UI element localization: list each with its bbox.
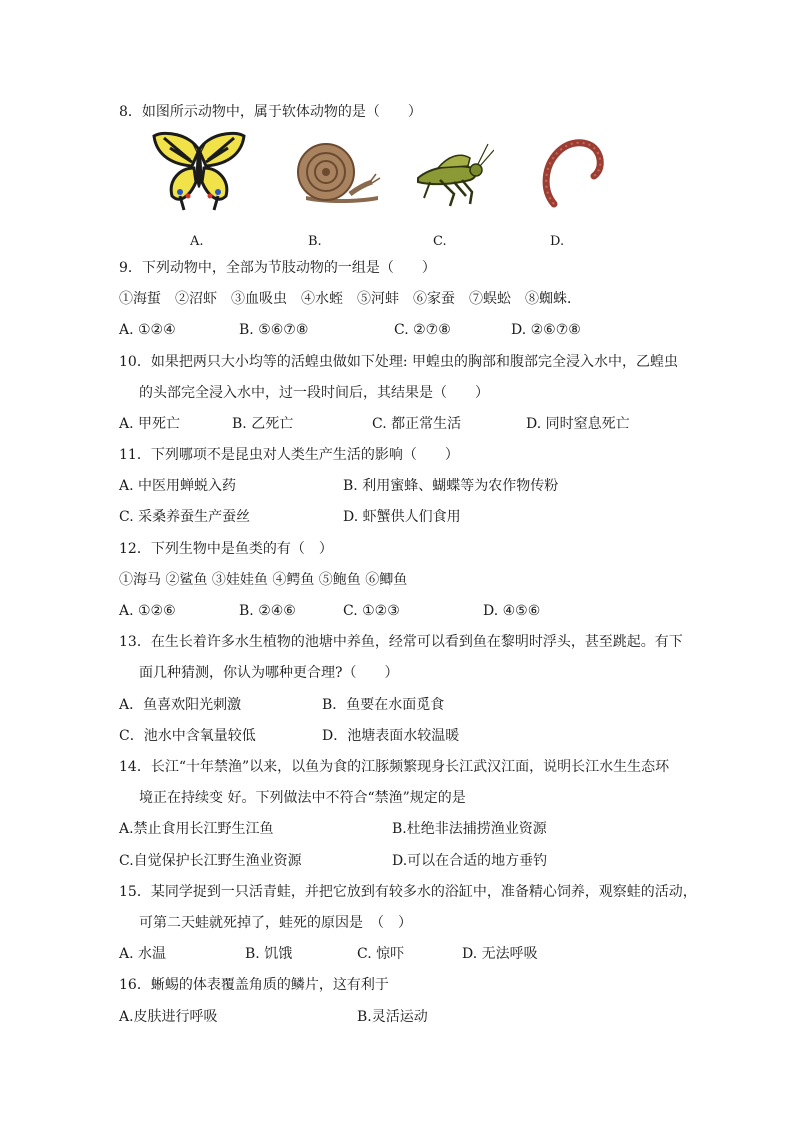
butterfly-icon: [150, 130, 248, 212]
q11-option-c: C. 采桑养蚕生产蚕丝: [119, 509, 251, 525]
q11-stem: 11．下列哪项不是昆虫对人类生产生活的影响（ ）: [119, 447, 459, 463]
snail-icon: [286, 138, 382, 208]
q14-option-d: D.可以在合适的地方垂钓: [392, 853, 548, 869]
q11-option-b: B. 利用蜜蜂、蝴蝶等为农作物传粉: [343, 478, 559, 494]
q8-stem: 8．如图所示动物中，属于软体动物的是（ ）: [119, 104, 422, 120]
q15-option-d: D. 无法呼吸: [462, 946, 538, 962]
q12-option-b: B. ②④⑥: [239, 603, 296, 619]
q15-stem-line2: 可第二天蛙就死掉了，蛙死的原因是 （ ）: [139, 915, 412, 931]
q9-stem: 9．下列动物中，全部为节肢动物的一组是（ ）: [119, 260, 436, 276]
q11-option-d: D. 虾蟹供人们食用: [343, 509, 461, 525]
q10-stem-line1: 10．如果把两只大小均等的活蝗虫做如下处理: 甲蝗虫的胸部和腹部完全浸入水中，乙蝗虫: [119, 354, 678, 370]
q9-option-c: C. ②⑦⑧: [394, 322, 451, 338]
q13-option-a: A．鱼喜欢阳光刺激: [119, 697, 242, 713]
q9-items: ①海蜇 ②沼虾 ③血吸虫 ④水蛭 ⑤河蚌 ⑥家蚕 ⑦蜈蚣 ⑧蜘蛛．: [119, 291, 581, 307]
q9-option-a: A. ①②④: [119, 322, 176, 338]
q15-option-a: A. 水温: [119, 946, 167, 962]
q13-option-b: B．鱼要在水面觅食: [322, 697, 445, 713]
earthworm-icon: [536, 132, 612, 210]
q10-option-d: D. 同时窒息死亡: [526, 416, 630, 432]
q12-option-c: C. ①②③: [343, 603, 400, 619]
q13-option-d: D．池塘表面水较温暖: [322, 728, 460, 744]
q8-option-c: C.: [433, 234, 447, 249]
q12-option-d: D. ④⑤⑥: [483, 603, 541, 619]
q8-option-a: A.: [190, 234, 204, 249]
q14-stem-line1: 14．长江“十年禁渔”以来，以鱼为食的江豚频繁现身长江武汉江面，说明长江水生生态环: [119, 759, 670, 775]
q12-stem: 12．下列生物中是鱼类的有（ ）: [119, 541, 333, 557]
q15-option-b: B. 饥饿: [245, 946, 293, 962]
q10-stem-line2: 的头部完全浸入水中，过一段时间后，其结果是（ ）: [139, 385, 489, 401]
q14-option-a: A.禁止食用长江野生江鱼: [119, 821, 274, 837]
q16-option-a: A.皮肤进行呼吸: [119, 1009, 218, 1025]
q9-option-d: D. ②⑥⑦⑧: [511, 322, 581, 338]
q16-option-b: B.灵活运动: [357, 1009, 428, 1025]
q13-option-c: C．池水中含氧量较低: [119, 728, 256, 744]
q14-stem-line2: 境正在持续变 好。下列做法中不符合“禁渔”规定的是: [139, 790, 466, 806]
q12-items: ①海马 ②鲨鱼 ③娃娃鱼 ④鳄鱼 ⑤鲍鱼 ⑥鲫鱼: [119, 572, 408, 588]
q8-option-d: D.: [550, 234, 565, 249]
q15-option-c: C. 惊吓: [357, 946, 405, 962]
grasshopper-icon: [410, 138, 494, 208]
q15-stem-line1: 15．某同学捉到一只活青蛙，并把它放到有较多水的浴缸中，准备精心饲养，观察蛙的活动，: [119, 884, 697, 900]
q10-option-c: C. 都正常生活: [372, 416, 462, 432]
q11-option-a: A. 中医用蝉蜕入药: [119, 478, 237, 494]
q13-stem-line2: 面几种猜测，你认为哪种更合理?（ ）: [139, 665, 399, 681]
q10-option-a: A. 甲死亡: [119, 416, 181, 432]
q9-option-b: B. ⑤⑥⑦⑧: [239, 322, 309, 338]
q12-option-a: A. ①②⑥: [119, 603, 176, 619]
q14-option-c: C.自觉保护长江野生渔业资源: [119, 853, 302, 869]
q16-stem: 16．蜥蜴的体表覆盖角质的鳞片，这有利于: [119, 977, 389, 993]
q13-stem-line1: 13．在生长着许多水生植物的池塘中养鱼，经常可以看到鱼在黎明时浮头，甚至跳起。有下: [119, 634, 683, 650]
q10-option-b: B. 乙死亡: [232, 416, 294, 432]
q14-option-b: B.杜绝非法捕捞渔业资源: [392, 821, 547, 837]
q8-option-b: B.: [308, 234, 322, 249]
